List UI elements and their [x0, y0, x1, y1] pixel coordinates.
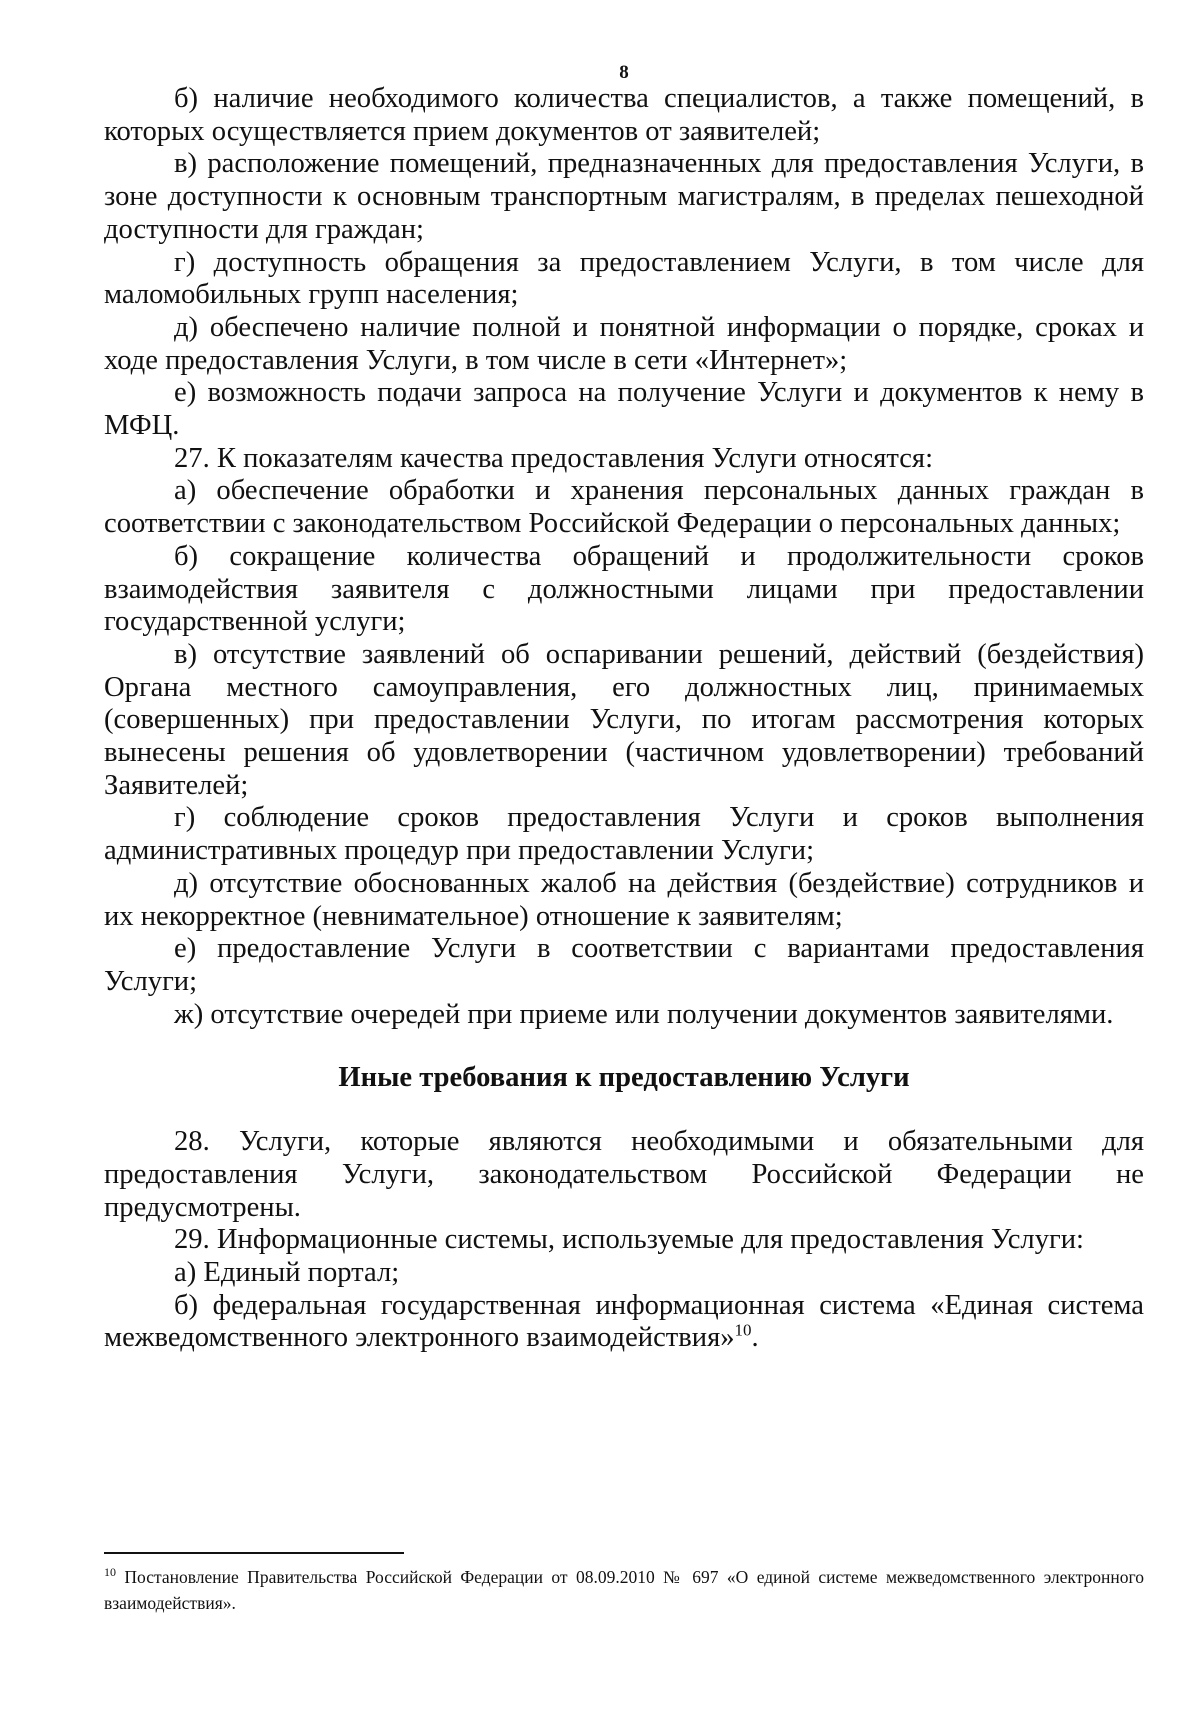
- paragraph-28-services: 28. Услуги, которые являются необходимыми и обязательными для предоставления Услуги, законодательством Российской Федерации не предусмотрены.: [104, 1126, 1144, 1223]
- paragraph-e-variants: е) предоставление Услуги в соответствии с вариантами предоставления Услуги;: [104, 933, 1144, 997]
- paragraph-g-accessibility: г) доступность обращения за предоставлением Услуги, в том числе для маломобильных групп населения;: [104, 246, 1144, 311]
- footnote-number: 10: [104, 1565, 116, 1580]
- paragraph-v-premises-location: в) расположение помещений, предназначенных для предоставления Услуги, в зоне доступности к основным транспортным магистралям, в пределах пешеходной доступности для граждан;: [104, 148, 1144, 245]
- footnote: [104, 1564, 1144, 1616]
- paragraph-b-reduction: б) сокращение количества обращений и продолжительности сроков взаимодействия заявителя с должностными лицами при предоставлении государственной услуги;: [104, 540, 1144, 638]
- paragraph-g-deadlines: г) соблюдение сроков предоставления Услуги и сроков выполнения административных процедур при предоставлении Услуги;: [104, 802, 1144, 867]
- paragraph-27-quality-indicators: 27. К показателям качества предоставления Услуги относятся:: [174, 442, 934, 474]
- paragraph-b-smev-end: .: [751, 1322, 759, 1354]
- paragraph-d-information: д) обеспечено наличие полной и понятной информации о порядке, сроках и ходе предоставления Услуги, в том числе в сети «Интернет»;: [104, 311, 1144, 376]
- footnote-separator: [104, 1552, 404, 1554]
- paragraph-b-staff: б) наличие необходимого количества специалистов, а также помещений, в которых осуществляется прием документов от заявителей;: [104, 83, 1144, 147]
- footnote-reference[interactable]: 10: [734, 1320, 752, 1340]
- paragraph-zh-no-queues: ж) отсутствие очередей при приеме или получении документов заявителями.: [174, 998, 1114, 1030]
- paragraph-a-single-portal: а) Единый портал;: [174, 1256, 400, 1288]
- paragraph-e-mfc: е) возможность подачи запроса на получение Услуги и документов к нему в МФЦ.: [104, 377, 1144, 442]
- document-body: [104, 83, 1144, 1355]
- paragraph-d-no-complaints: д) отсутствие обоснованных жалоб на действия (бездействие) сотрудников и их некорректное (невнимательное) отношение к заявителям;: [104, 867, 1144, 932]
- paragraph-b-smev: [104, 1290, 1144, 1355]
- paragraph-29-information-systems: 29. Информационные системы, используемые для предоставления Услуги:: [174, 1224, 1084, 1256]
- paragraph-a-personal-data: а) обеспечение обработки и хранения персональных данных граждан в соответствии с законодательством Российской Федерации о персональных данных;: [104, 475, 1144, 540]
- page-number: 8: [619, 62, 629, 83]
- section-heading: Иные требования к предоставлению Услуги: [338, 1062, 910, 1094]
- paragraph-b-smev-text: б) федеральная государственная информационная система «Единая система межведомственного электронного взаимодействия»: [104, 1289, 1144, 1354]
- footnote-text: Постановление Правительства Российской Федерации от 08.09.2010 № 697 «О единой системе межведомственного электронного взаимодействия».: [104, 1567, 1145, 1613]
- paragraph-v-no-disputes: в) отсутствие заявлений об оспаривании решений, действий (бездействия) Органа местного самоуправления, его должностных лиц, принимаемых (совершенных) при предоставлении Услуги, по итогам рассмотрения которых вынесены решения об удовлетворении (частичном удовлетворении) требований Заявителей;: [104, 638, 1144, 801]
